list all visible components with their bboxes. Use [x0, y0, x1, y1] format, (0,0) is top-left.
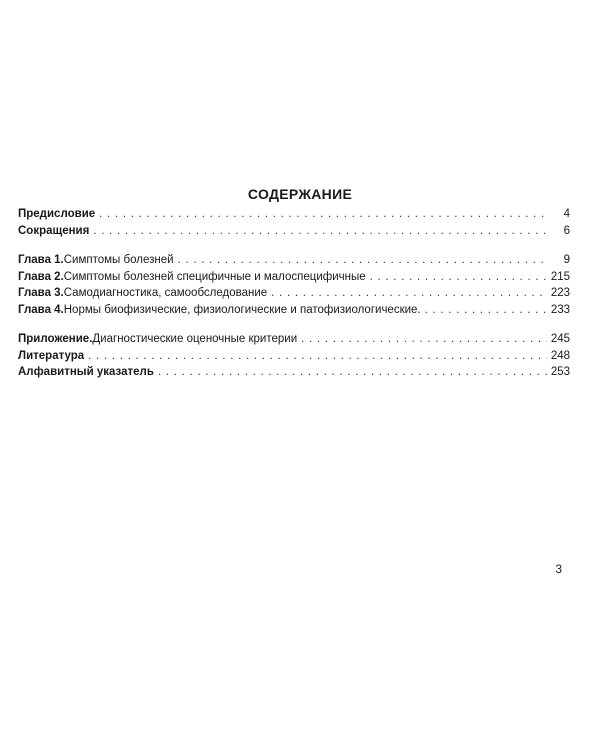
toc-entry-appendix[interactable] [18, 331, 570, 348]
toc-entry-page: 245 [550, 333, 570, 345]
dot-leader [425, 302, 547, 319]
dot-leader [301, 331, 547, 348]
toc-group-chapters [18, 252, 570, 318]
toc-entry-page: 6 [563, 224, 570, 237]
toc-entry-chapter-3[interactable] [18, 285, 570, 302]
toc-entry-page: 253 [550, 366, 570, 378]
toc-entry-label-bold: Приложение. [18, 333, 93, 345]
toc-entry-page: 248 [550, 349, 570, 362]
dot-leader [99, 206, 547, 223]
dot-leader [93, 223, 547, 240]
toc-entry-label-bold: Глава 2. [18, 270, 64, 283]
toc-entry-label-bold: Глава 3. [18, 287, 64, 299]
toc-entry-label: Симптомы болезней [63, 254, 174, 266]
toc-entry-chapter-4[interactable] [18, 302, 570, 319]
dot-leader [158, 364, 547, 381]
toc-entry-page: 215 [550, 270, 570, 283]
dot-leader [370, 269, 547, 286]
toc-group-front-matter [18, 206, 570, 239]
toc-entry-index[interactable] [18, 364, 570, 381]
toc-entry-label-bold: Алфавитный указатель [18, 366, 154, 378]
toc-title: СОДЕРЖАНИЕ [247, 186, 353, 202]
toc-entry-chapter-2[interactable] [18, 269, 570, 286]
toc-entry-literature[interactable] [18, 348, 570, 365]
toc-group-back-matter [18, 331, 570, 381]
toc-entry-label: Самодиагностика, самообследование [63, 287, 268, 299]
dot-leader [271, 285, 547, 302]
toc-entry-page: 4 [563, 208, 570, 220]
page-number: 3 [555, 562, 562, 576]
toc-entry-label: Диагностические оценочные критерии [92, 333, 298, 345]
toc-entry-page: 233 [550, 303, 570, 316]
toc-entry-label-bold: Глава 1. [18, 254, 64, 266]
dot-leader [178, 252, 547, 269]
toc-entry-label: Симптомы болезней специфичные и малоспецифичные [63, 270, 366, 283]
toc-entry-abbreviations[interactable] [18, 223, 570, 240]
toc-entry-page: 223 [550, 287, 570, 299]
toc-entry-label-bold: Предисловие [18, 208, 96, 220]
toc-entry-page: 9 [563, 254, 570, 266]
toc-entry-label-bold: Сокращения [18, 224, 90, 237]
toc-entry-preface[interactable] [18, 206, 570, 223]
toc-entry-label: Нормы биофизические, физиологические и патофизиологические. [63, 303, 421, 316]
table-of-contents [18, 206, 570, 381]
dot-leader [88, 348, 547, 365]
toc-entry-label-bold: Литература [18, 349, 85, 362]
toc-entry-chapter-1[interactable] [18, 252, 570, 269]
toc-entry-label-bold: Глава 4. [18, 303, 64, 316]
